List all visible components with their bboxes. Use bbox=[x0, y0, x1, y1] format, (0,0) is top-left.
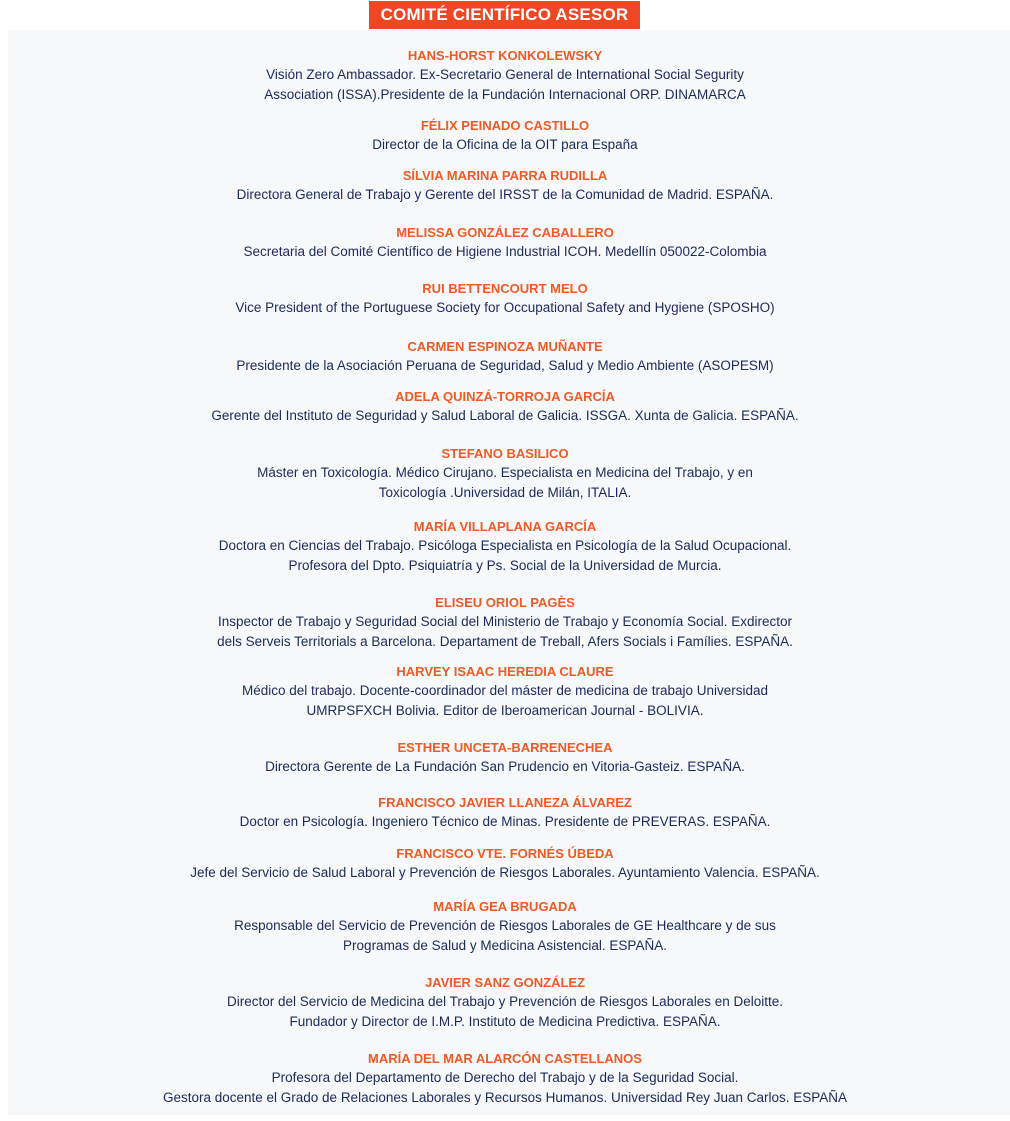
member-name: FÉLIX PEINADO CASTILLO bbox=[420, 118, 590, 133]
member-entry bbox=[0, 974, 1010, 1031]
member-entry bbox=[0, 739, 1010, 777]
member-entry bbox=[0, 117, 1010, 155]
member-description-line: Directora General de Trabajo y Gerente del IRSST de la Comunidad de Madrid. ESPAÑA. bbox=[236, 187, 774, 202]
member-description-line: Secretaria del Comité Científico de Higiene Industrial ICOH. Medellín 050022-Colombia bbox=[243, 244, 767, 259]
member-entry bbox=[0, 224, 1010, 262]
member-name: FRANCISCO JAVIER LLANEZA ÁLVAREZ bbox=[378, 795, 632, 810]
member-description-line: Association (ISSA).Presidente de la Fundación Internacional ORP. DINAMARCA bbox=[264, 86, 746, 102]
member-entry bbox=[0, 338, 1010, 376]
member-description-line: Responsable del Servicio de Prevención de Riesgos Laborales de GE Healthcare y de sus bbox=[234, 918, 776, 933]
member-name: MELISSA GONZÁLEZ CABALLERO bbox=[396, 225, 614, 240]
member-name: RUI BETTENCOURT MELO bbox=[422, 281, 588, 296]
member-description-line: Vice President of the Portuguese Society for Occupational Safety and Hygiene (SPOSHO) bbox=[235, 300, 775, 315]
member-entry bbox=[0, 47, 1010, 104]
member-name: JAVIER SANZ GONZÁLEZ bbox=[424, 975, 586, 990]
member-description-line: Programas de Salud y Medicina Asistencial. ESPAÑA. bbox=[343, 937, 667, 953]
member-name: STEFANO BASILICO bbox=[441, 446, 569, 461]
member-description-line: Jefe del Servicio de Salud Laboral y Prevención de Riesgos Laborales. Ayuntamiento Valencia. ESPAÑA. bbox=[190, 865, 820, 880]
member-description-line: Visión Zero Ambassador. Ex-Secretario General de International Social Segurity bbox=[266, 67, 744, 82]
member-entry bbox=[0, 845, 1010, 883]
member-description-line: Gerente del Instituto de Seguridad y Salud Laboral de Galicia. ISSGA. Xunta de Galicia. ESPAÑA. bbox=[211, 408, 799, 423]
member-entry bbox=[0, 1050, 1010, 1107]
member-description-line: dels Serveis Territorials a Barcelona. Departament de Treball, Afers Socials i Famílies. ESPAÑA. bbox=[217, 633, 793, 649]
member-name: ESTHER UNCETA-BARRENECHEA bbox=[397, 740, 613, 755]
member-description-line: Directora Gerente de La Fundación San Prudencio en Vitoria-Gasteiz. ESPAÑA. bbox=[265, 759, 745, 774]
member-description-line: Doctor en Psicología. Ingeniero Técnico de Minas. Presidente de PREVERAS. ESPAÑA. bbox=[239, 814, 771, 829]
member-name: MARÍA VILLAPLANA GARCÍA bbox=[413, 519, 597, 534]
member-entry bbox=[0, 594, 1010, 651]
member-description-line: Doctora en Ciencias del Trabajo. Psicóloga Especialista en Psicología de la Salud Ocupacional. bbox=[218, 538, 792, 553]
member-description-line: Médico del trabajo. Docente-coordinador del máster de medicina de trabajo Universidad bbox=[241, 683, 769, 698]
member-name: SÍLVIA MARINA PARRA RUDILLA bbox=[402, 168, 608, 183]
member-description-line: Profesora del Dpto. Psiquiatría y Ps. Social de la Universidad de Murcia. bbox=[288, 557, 722, 573]
member-name: ADELA QUINZÁ-TORROJA GARCÍA bbox=[395, 389, 615, 404]
section-title: COMITÉ CIENTÍFICO ASESOR bbox=[380, 5, 629, 24]
member-entry bbox=[0, 167, 1010, 205]
member-name: HANS-HORST KONKOLEWSKY bbox=[407, 48, 603, 63]
member-entry bbox=[0, 518, 1010, 575]
member-name: CARMEN ESPINOZA MUÑANTE bbox=[407, 339, 603, 354]
member-description-line: Fundador y Director de I.M.P. Instituto de Medicina Predictiva. ESPAÑA. bbox=[289, 1013, 721, 1029]
member-name: HARVEY ISAAC HEREDIA CLAURE bbox=[396, 664, 614, 679]
member-entry bbox=[0, 280, 1010, 318]
member-entry bbox=[0, 794, 1010, 832]
member-description-line: Inspector de Trabajo y Seguridad Social del Ministerio de Trabajo y Economía Social. Exdirector bbox=[217, 614, 793, 629]
member-description-line: Profesora del Departamento de Derecho del Trabajo y de la Seguridad Social. bbox=[271, 1070, 739, 1085]
member-name: FRANCISCO VTE. FORNÉS ÚBEDA bbox=[396, 846, 614, 861]
member-description-line: Toxicología .Universidad de Milán, ITALIA. bbox=[378, 484, 632, 500]
member-entry bbox=[0, 898, 1010, 955]
member-description-line: Director del Servicio de Medicina del Trabajo y Prevención de Riesgos Laborales en Deloitte. bbox=[226, 994, 784, 1009]
member-entry bbox=[0, 663, 1010, 720]
member-name: MARÍA GEA BRUGADA bbox=[433, 899, 577, 914]
member-description-line: Director de la Oficina de la OIT para España bbox=[372, 137, 638, 152]
member-name: MARÍA DEL MAR ALARCÓN CASTELLANOS bbox=[368, 1051, 642, 1066]
member-description-line: Presidente de la Asociación Peruana de Seguridad, Salud y Medio Ambiente (ASOPESM) bbox=[236, 358, 774, 373]
member-description-line: Gestora docente el Grado de Relaciones Laborales y Recursos Humanos. Universidad Rey Juan Carlos. ESPAÑA bbox=[162, 1089, 848, 1105]
member-description-line: Máster en Toxicología. Médico Cirujano. Especialista en Medicina del Trabajo, y en bbox=[257, 465, 753, 480]
member-name: ELISEU ORIOL PAGÈS bbox=[435, 595, 575, 610]
member-entry bbox=[0, 445, 1010, 502]
member-description-line: UMRPSFXCH Bolivia. Editor de Iberoamerican Journal - BOLIVIA. bbox=[306, 702, 704, 718]
section-header bbox=[369, 1, 640, 29]
member-entry bbox=[0, 388, 1010, 426]
